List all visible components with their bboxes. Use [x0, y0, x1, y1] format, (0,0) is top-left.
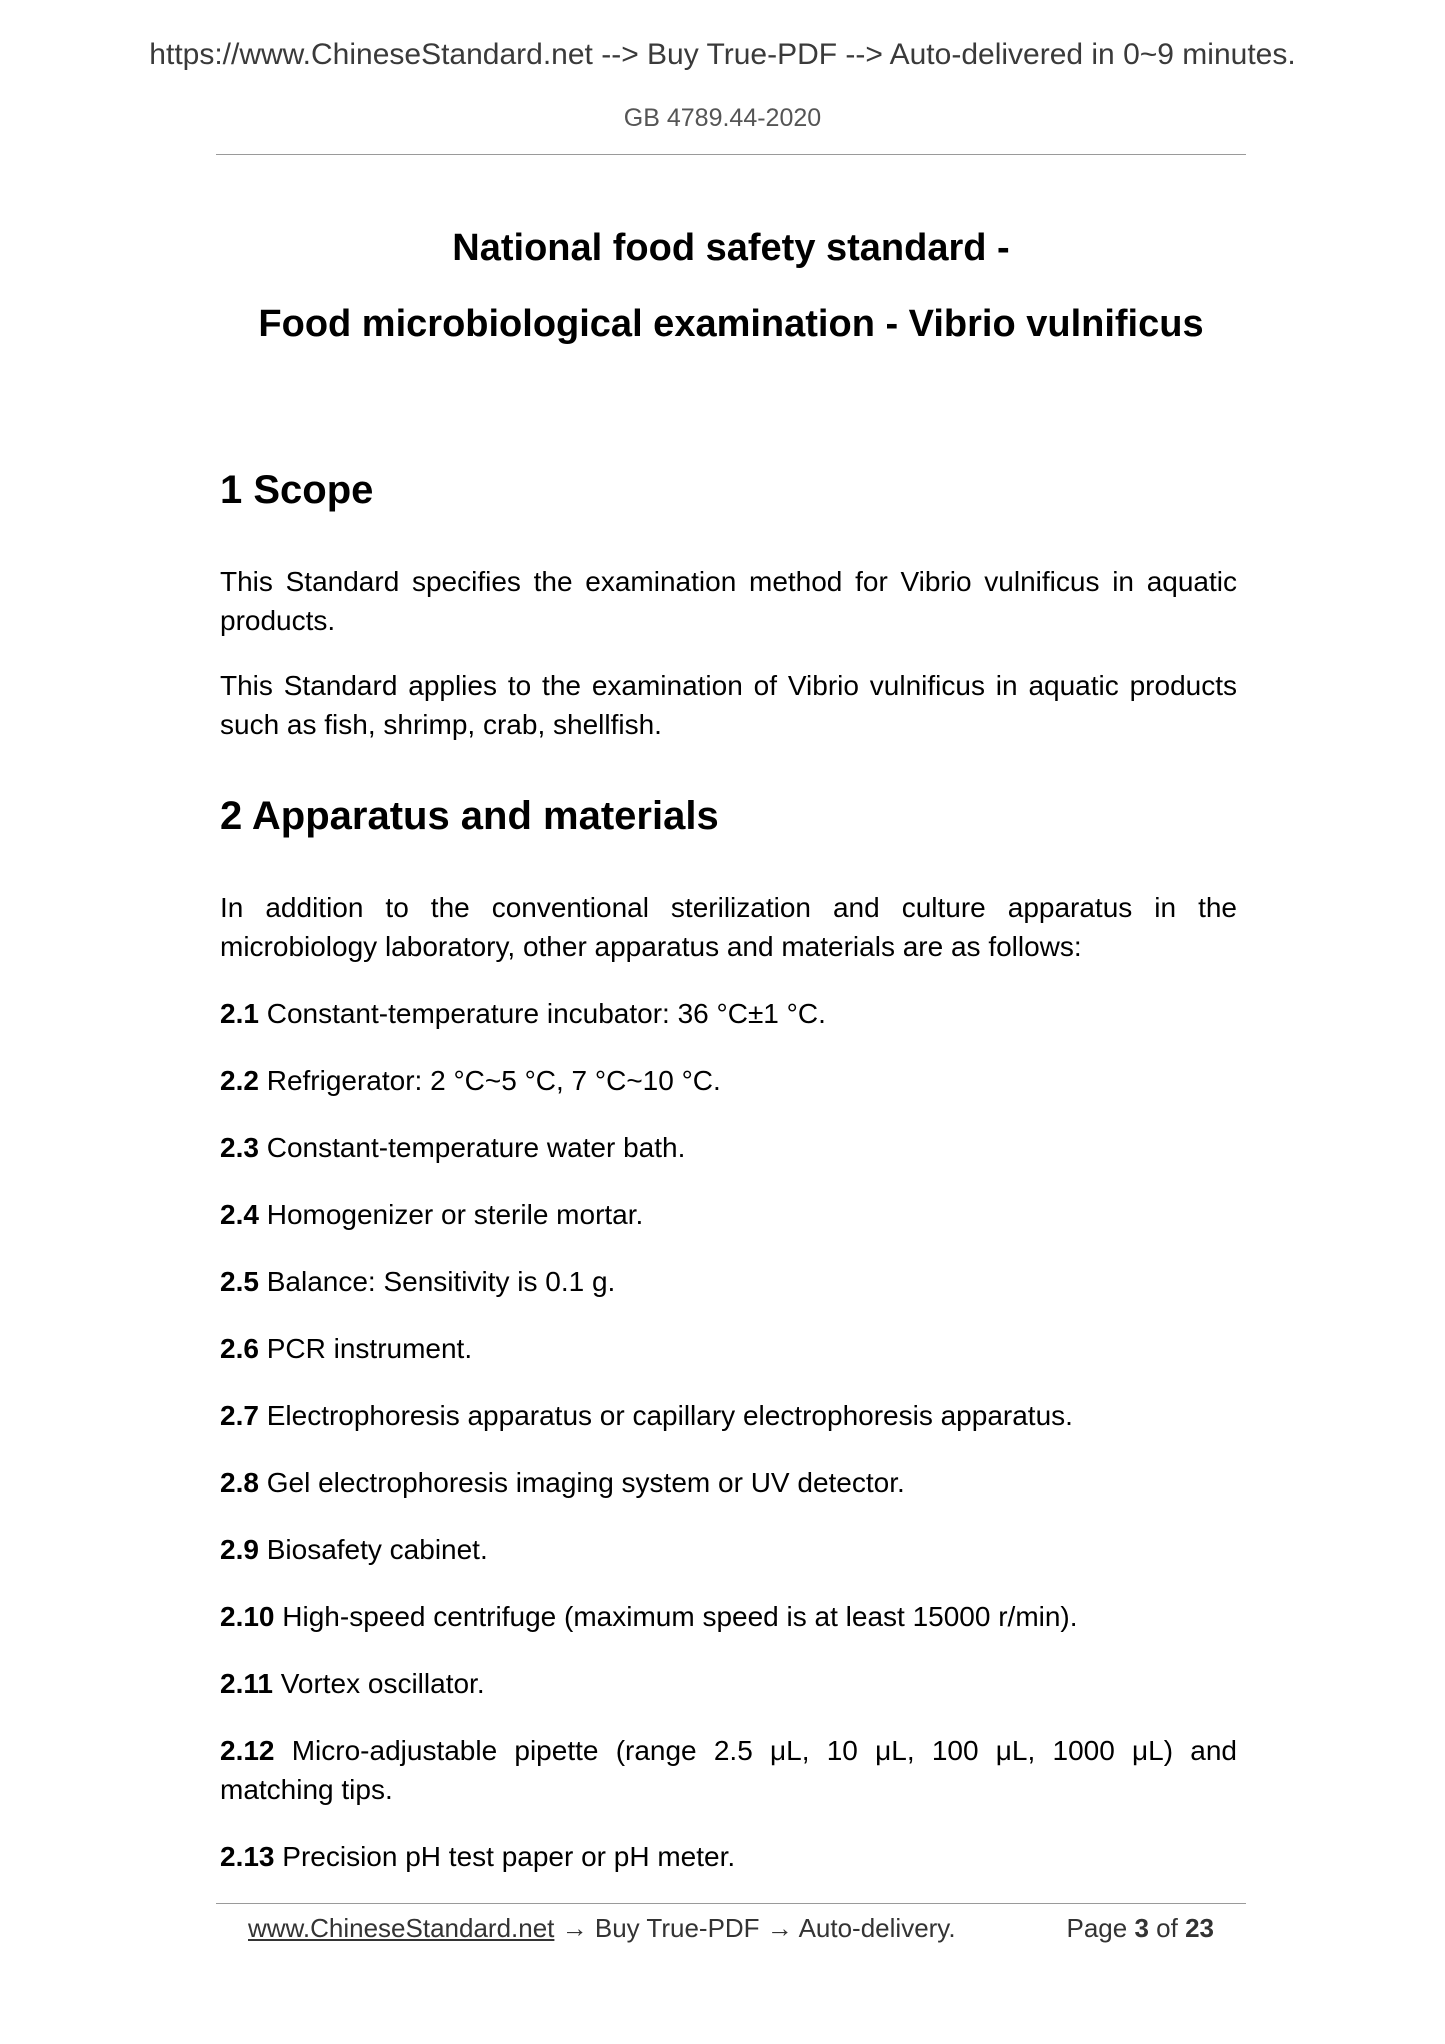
item-text: Electrophoresis apparatus or capillary electrophoresis apparatus.	[266, 1400, 1073, 1431]
item-number: 2.2	[220, 1065, 259, 1096]
list-item	[220, 1530, 1237, 1569]
page-indicator	[1066, 1906, 1214, 1950]
item-text: Homogenizer or sterile mortar.	[266, 1199, 644, 1230]
item-text: Refrigerator: 2 °C~5 °C, 7 °C~10 °C.	[266, 1065, 721, 1096]
page-label: Page	[1066, 1913, 1128, 1943]
item-text: PCR instrument.	[266, 1333, 473, 1364]
list-item	[220, 1463, 1237, 1502]
item-text: High-speed centrifuge (maximum speed is at least 15000 r/min).	[282, 1601, 1078, 1632]
item-number: 2.1	[220, 998, 259, 1029]
footer-promo	[248, 1906, 956, 1950]
current-page-number: 3	[1134, 1913, 1149, 1943]
document-body	[220, 462, 1237, 1876]
page-footer	[216, 1906, 1246, 1950]
footer-promo-text: → Buy True-PDF → Auto-delivery.	[554, 1913, 956, 1943]
item-text: Vortex oscillator.	[280, 1668, 485, 1699]
source-banner: https://www.ChineseStandard.net --> Buy True-PDF --> Auto-delivered in 0~9 minutes.	[149, 38, 1296, 71]
list-item	[220, 1597, 1237, 1636]
apparatus-intro: In addition to the conventional sterilization and culture apparatus in the microbiology laboratory, other apparatus and materials are as follows:	[220, 892, 1237, 962]
scope-paragraph-1: This Standard specifies the examination method for Vibrio vulnificus in aquatic products.	[220, 566, 1237, 636]
item-text: Precision pH test paper or pH meter.	[282, 1841, 736, 1872]
item-number: 2.7	[220, 1400, 259, 1431]
item-text: Micro-adjustable pipette (range 2.5 μL, 10 μL, 100 μL, 1000 μL) and matching tips.	[220, 1735, 1237, 1805]
item-text: Constant-temperature water bath.	[266, 1132, 686, 1163]
item-number: 2.12	[220, 1735, 275, 1766]
list-item	[220, 1396, 1237, 1435]
item-text: Balance: Sensitivity is 0.1 g.	[266, 1266, 616, 1297]
footer-site-link[interactable]: www.ChineseStandard.net	[248, 1913, 555, 1943]
list-item	[220, 1061, 1237, 1100]
document-title	[216, 210, 1246, 362]
item-number: 2.3	[220, 1132, 259, 1163]
apparatus-list	[220, 994, 1237, 1876]
list-item	[220, 1262, 1237, 1301]
item-number: 2.6	[220, 1333, 259, 1364]
item-number: 2.5	[220, 1266, 259, 1297]
item-text: Biosafety cabinet.	[266, 1534, 488, 1565]
item-number: 2.10	[220, 1601, 275, 1632]
title-line-1: National food safety standard -	[452, 227, 1010, 269]
title-line-2: Food microbiological examination - Vibrio vulnificus	[258, 303, 1204, 345]
list-item	[220, 1664, 1237, 1703]
total-pages-number: 23	[1185, 1913, 1214, 1943]
list-item	[220, 1731, 1237, 1809]
item-text: Gel electrophoresis imaging system or UV detector.	[266, 1467, 905, 1498]
section-heading-apparatus: 2 Apparatus and materials	[220, 794, 719, 838]
of-label: of	[1156, 1913, 1178, 1943]
standard-code: GB 4789.44-2020	[623, 104, 822, 132]
header-divider	[216, 154, 1246, 155]
section-heading-scope: 1 Scope	[220, 468, 374, 512]
item-number: 2.9	[220, 1534, 259, 1565]
item-number: 2.4	[220, 1199, 259, 1230]
item-number: 2.11	[220, 1668, 273, 1699]
list-item	[220, 994, 1237, 1033]
list-item	[220, 1837, 1237, 1876]
list-item	[220, 1195, 1237, 1234]
scope-paragraph-2: This Standard applies to the examination of Vibrio vulnificus in aquatic products such as fish, shrimp, crab, shellfish.	[220, 670, 1237, 740]
list-item	[220, 1128, 1237, 1167]
footer-divider	[216, 1903, 1246, 1904]
item-number: 2.13	[220, 1841, 275, 1872]
list-item	[220, 1329, 1237, 1368]
item-number: 2.8	[220, 1467, 259, 1498]
item-text: Constant-temperature incubator: 36 °C±1 °C.	[266, 998, 826, 1029]
